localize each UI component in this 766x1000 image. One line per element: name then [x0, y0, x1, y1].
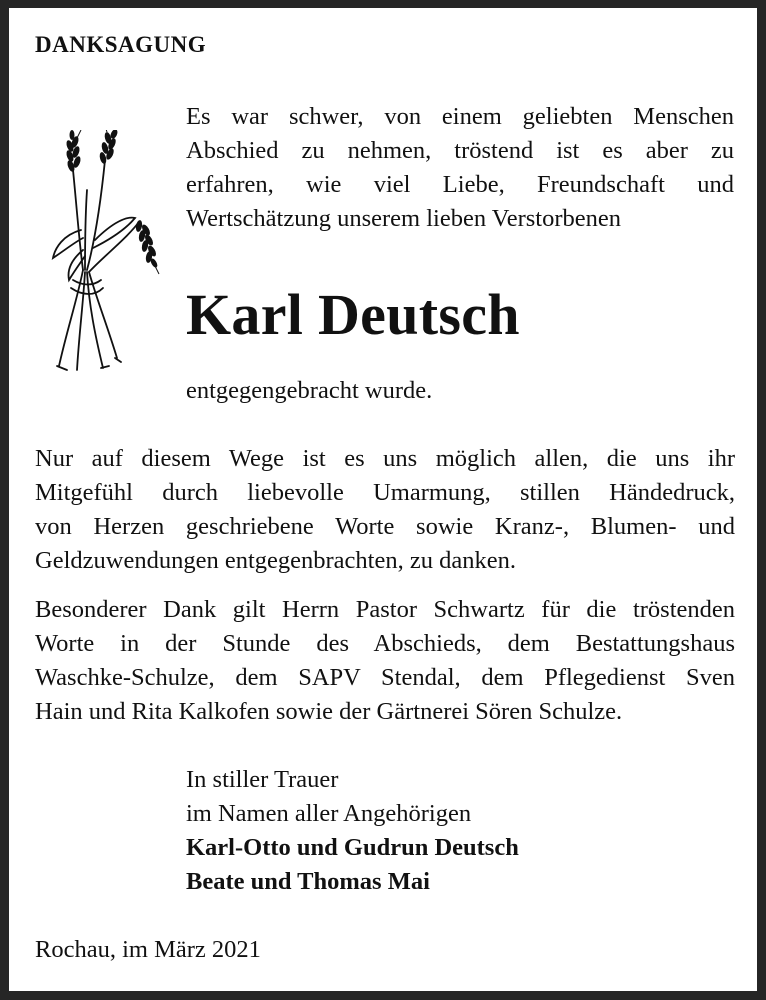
paragraph-line: Worte in der Stunde des Abschieds, dem Bestattungshaus	[35, 630, 735, 657]
deceased-name: Karl Deutsch	[186, 282, 520, 347]
intro-text	[186, 100, 734, 236]
thanks-paragraph	[35, 442, 735, 578]
special-thanks-paragraph	[35, 593, 735, 729]
wheat-bundle-icon	[43, 130, 163, 380]
signer-name: Karl-Otto und Gudrun Deutsch	[186, 834, 519, 861]
intro-line: erfahren, wie viel Liebe, Freundschaft und	[186, 171, 734, 198]
closing-line: im Namen aller Angehörigen	[186, 800, 472, 827]
signer-name: Beate und Thomas Mai	[186, 868, 430, 895]
paragraph-line: Nur auf diesem Wege ist es uns möglich allen, die uns ihr	[35, 445, 735, 472]
place-date: Rochau, im März 2021	[35, 936, 261, 963]
paragraph-line: Mitgefühl durch liebevolle Umarmung, stillen Händedruck,	[35, 479, 735, 506]
intro-line: Abschied zu nehmen, tröstend ist es aber zu	[186, 137, 734, 164]
heading: DANKSAGUNG	[35, 32, 207, 57]
paragraph-line: Besonderer Dank gilt Herrn Pastor Schwartz für die tröstenden	[35, 596, 735, 623]
obituary-card	[9, 8, 757, 991]
paragraph-line: Waschke-Schulze, dem SAPV Stendal, dem Pflegedienst Sven	[35, 664, 735, 691]
paragraph-line: Hain und Rita Kalkofen sowie der Gärtnerei Sören Schulze.	[35, 698, 623, 725]
paragraph-line: von Herzen geschriebene Worte sowie Kranz-, Blumen- und	[35, 513, 735, 540]
intro-line: Wertschätzung unserem lieben Verstorbenen	[186, 205, 622, 232]
after-name-text: entgegengebracht wurde.	[186, 377, 433, 404]
paragraph-line: Geldzuwendungen entgegenbrachten, zu danken.	[35, 547, 516, 574]
closing-line: In stiller Trauer	[186, 766, 339, 793]
closing-block	[186, 763, 519, 899]
intro-line: Es war schwer, von einem geliebten Menschen	[186, 103, 734, 130]
